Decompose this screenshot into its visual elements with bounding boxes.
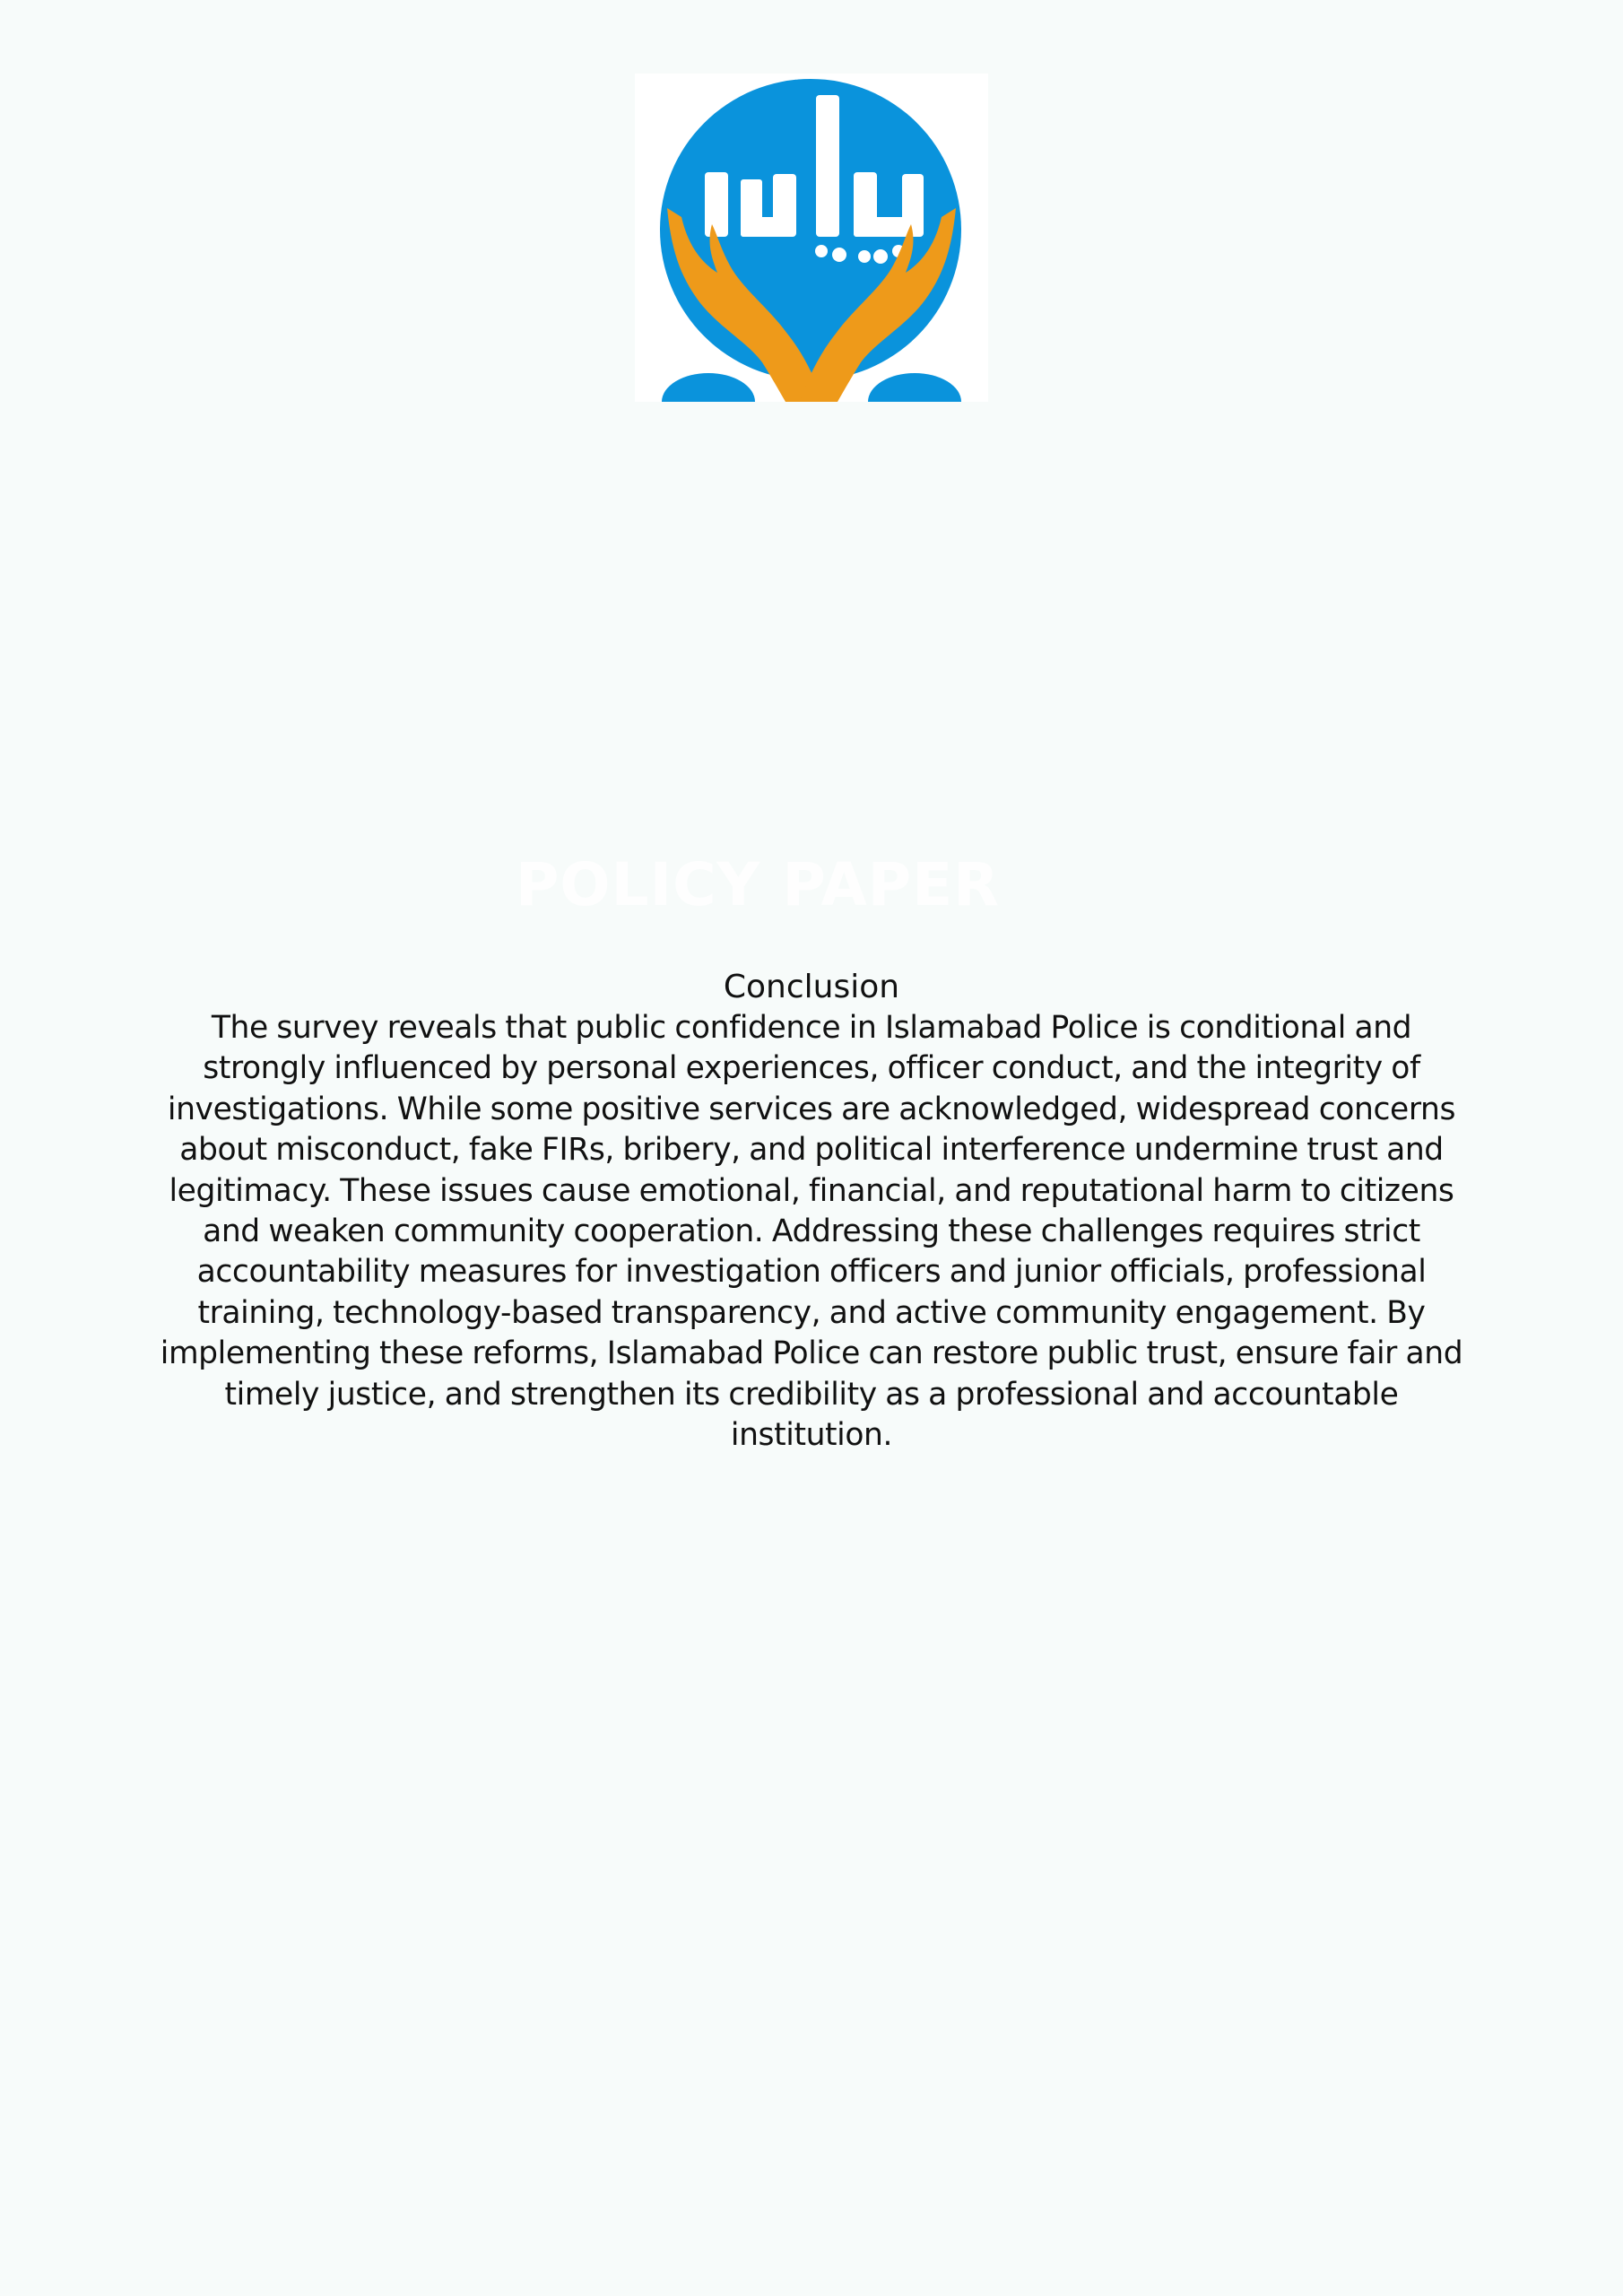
conclusion-section (152, 967, 1471, 1456)
hands-holding-globe-icon (635, 74, 988, 402)
conclusion-paragraph: The survey reveals that public confidence in Islamabad Police is conditional and strongly influenced by personal experiences, officer conduct, and the integrity of investigations. While some positive services are acknowledged, widespread concerns about misconduct, fake FIRs, bribery, and political interference undermine trust and legitimacy. These issues cause emotional, financial, and reputational harm to citizens and weaken community cooperation. Addressing these challenges requires strict accountability measures for investigation officers and junior officials, professional training, technology-based transparency, and active community engagement. By implementing these reforms, Islamabad Police can restore public trust, ensure fair and timely justice, and strengthen its credibility as a professional and accountable institution. (160, 1010, 1463, 1454)
background-title: POLICY PAPER (516, 850, 1000, 919)
section-heading: Conclusion (723, 969, 900, 1005)
logo (635, 74, 988, 402)
